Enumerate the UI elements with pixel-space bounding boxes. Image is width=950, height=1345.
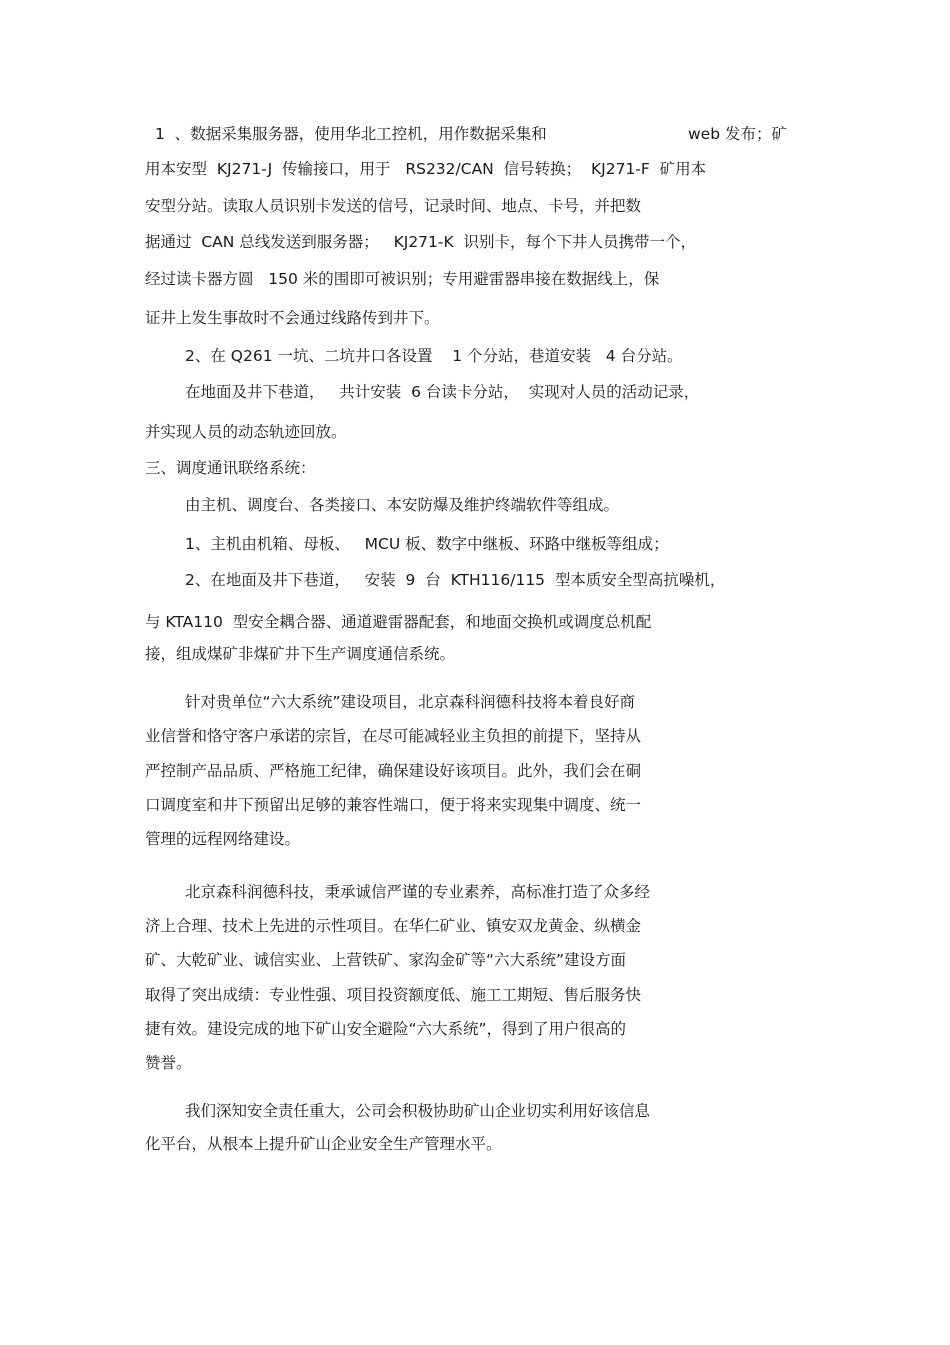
- text-line: 证井上发生事故时不会通过线路传到井下。: [145, 309, 440, 327]
- text-line: 2、在地面及井下巷道， 安装 9 台 KTH116/115 型本质安全型高抗噪机，: [185, 571, 726, 589]
- text-line: 我们深知安全责任重大，公司会积极协助矿山企业切实利用好该信息: [185, 1102, 651, 1120]
- text-line: 接，组成煤矿非煤矿井下生产调度通信系统。: [145, 645, 456, 663]
- text-line: 由主机、调度台、各类接口、本安防爆及维护终端软件等组成。: [185, 496, 620, 514]
- text-line: 取得了突出成绩：专业性强、项目投资额度低、施工工期短、售后服务快: [145, 986, 642, 1004]
- text-line: 矿、大乾矿业、诚信实业、上营铁矿、家沟金矿等“六大系统”建设方面: [145, 951, 627, 969]
- text-line: 与 KTA110 型安全耦合器、通道避雷器配套，和地面交换机或调度总机配: [145, 613, 652, 631]
- text-line: 在地面及井下巷道， 共计安装 6 台读卡分站， 实现对人员的活动记录，: [185, 383, 700, 401]
- text-line: 口调度室和井下预留出足够的兼容性端口，便于将来实现集中调度、统一: [145, 796, 642, 814]
- text-line: 业信誉和恪守客户承诺的宗旨，在尽可能减轻业主负担的前提下，坚持从: [145, 727, 642, 745]
- text-line: 1、主机由机箱、母板、 MCU 板、数字中继板、环路中继板等组成；: [185, 535, 669, 553]
- text-line: 济上合理、技术上先进的示性项目。在华仁矿业、镇安双龙黄金、纵横金: [145, 917, 642, 935]
- text-line: 严控制产品品质、严格施工纪律，确保建设好该项目。此外，我们会在硐: [145, 762, 642, 780]
- text-line: 管理的远程网络建设。: [145, 830, 301, 848]
- text-line: 2、在 Q261 一坑、二坑井口各设置 1 个分站，巷道安装 4 台分站。: [185, 347, 683, 365]
- text-line: 化平台，从根本上提升矿山企业安全生产管理水平。: [145, 1135, 502, 1153]
- text-line: 赞誉。: [145, 1054, 192, 1072]
- text-line: 捷有效。建设完成的地下矿山安全避险“六大系统”，得到了用户很高的: [145, 1020, 627, 1038]
- text-line: 并实现人员的动态轨迹回放。: [145, 423, 347, 441]
- text-line: 1 、数据采集服务器，使用华北工控机，用作数据采集和: [155, 125, 547, 143]
- text-line: 北京森科润德科技，秉承诚信严谨的专业素养，高标准打造了众多经: [185, 883, 651, 901]
- text-line: 据通过 CAN 总线发送到服务器； KJ271-K 识别卡，每个下井人员携带一个，: [145, 233, 697, 251]
- text-line: web 发布；矿: [688, 125, 787, 143]
- text-line: 用本安型 KJ271-J 传输接口，用于 RS232/CAN 信号转换； KJ271-F 矿用本: [145, 160, 707, 178]
- text-line: 安型分站。读取人员识别卡发送的信号，记录时间、地点、卡号，并把数: [145, 197, 642, 215]
- section-heading: 三、调度通讯联络系统：: [145, 459, 316, 477]
- text-line: 针对贵单位“六大系统”建设项目，北京森科润德科技将本着良好商: [185, 693, 636, 711]
- text-line: 经过读卡器方圆 150 米的围即可被识别；专用避雷器串接在数据线上，保: [145, 270, 660, 288]
